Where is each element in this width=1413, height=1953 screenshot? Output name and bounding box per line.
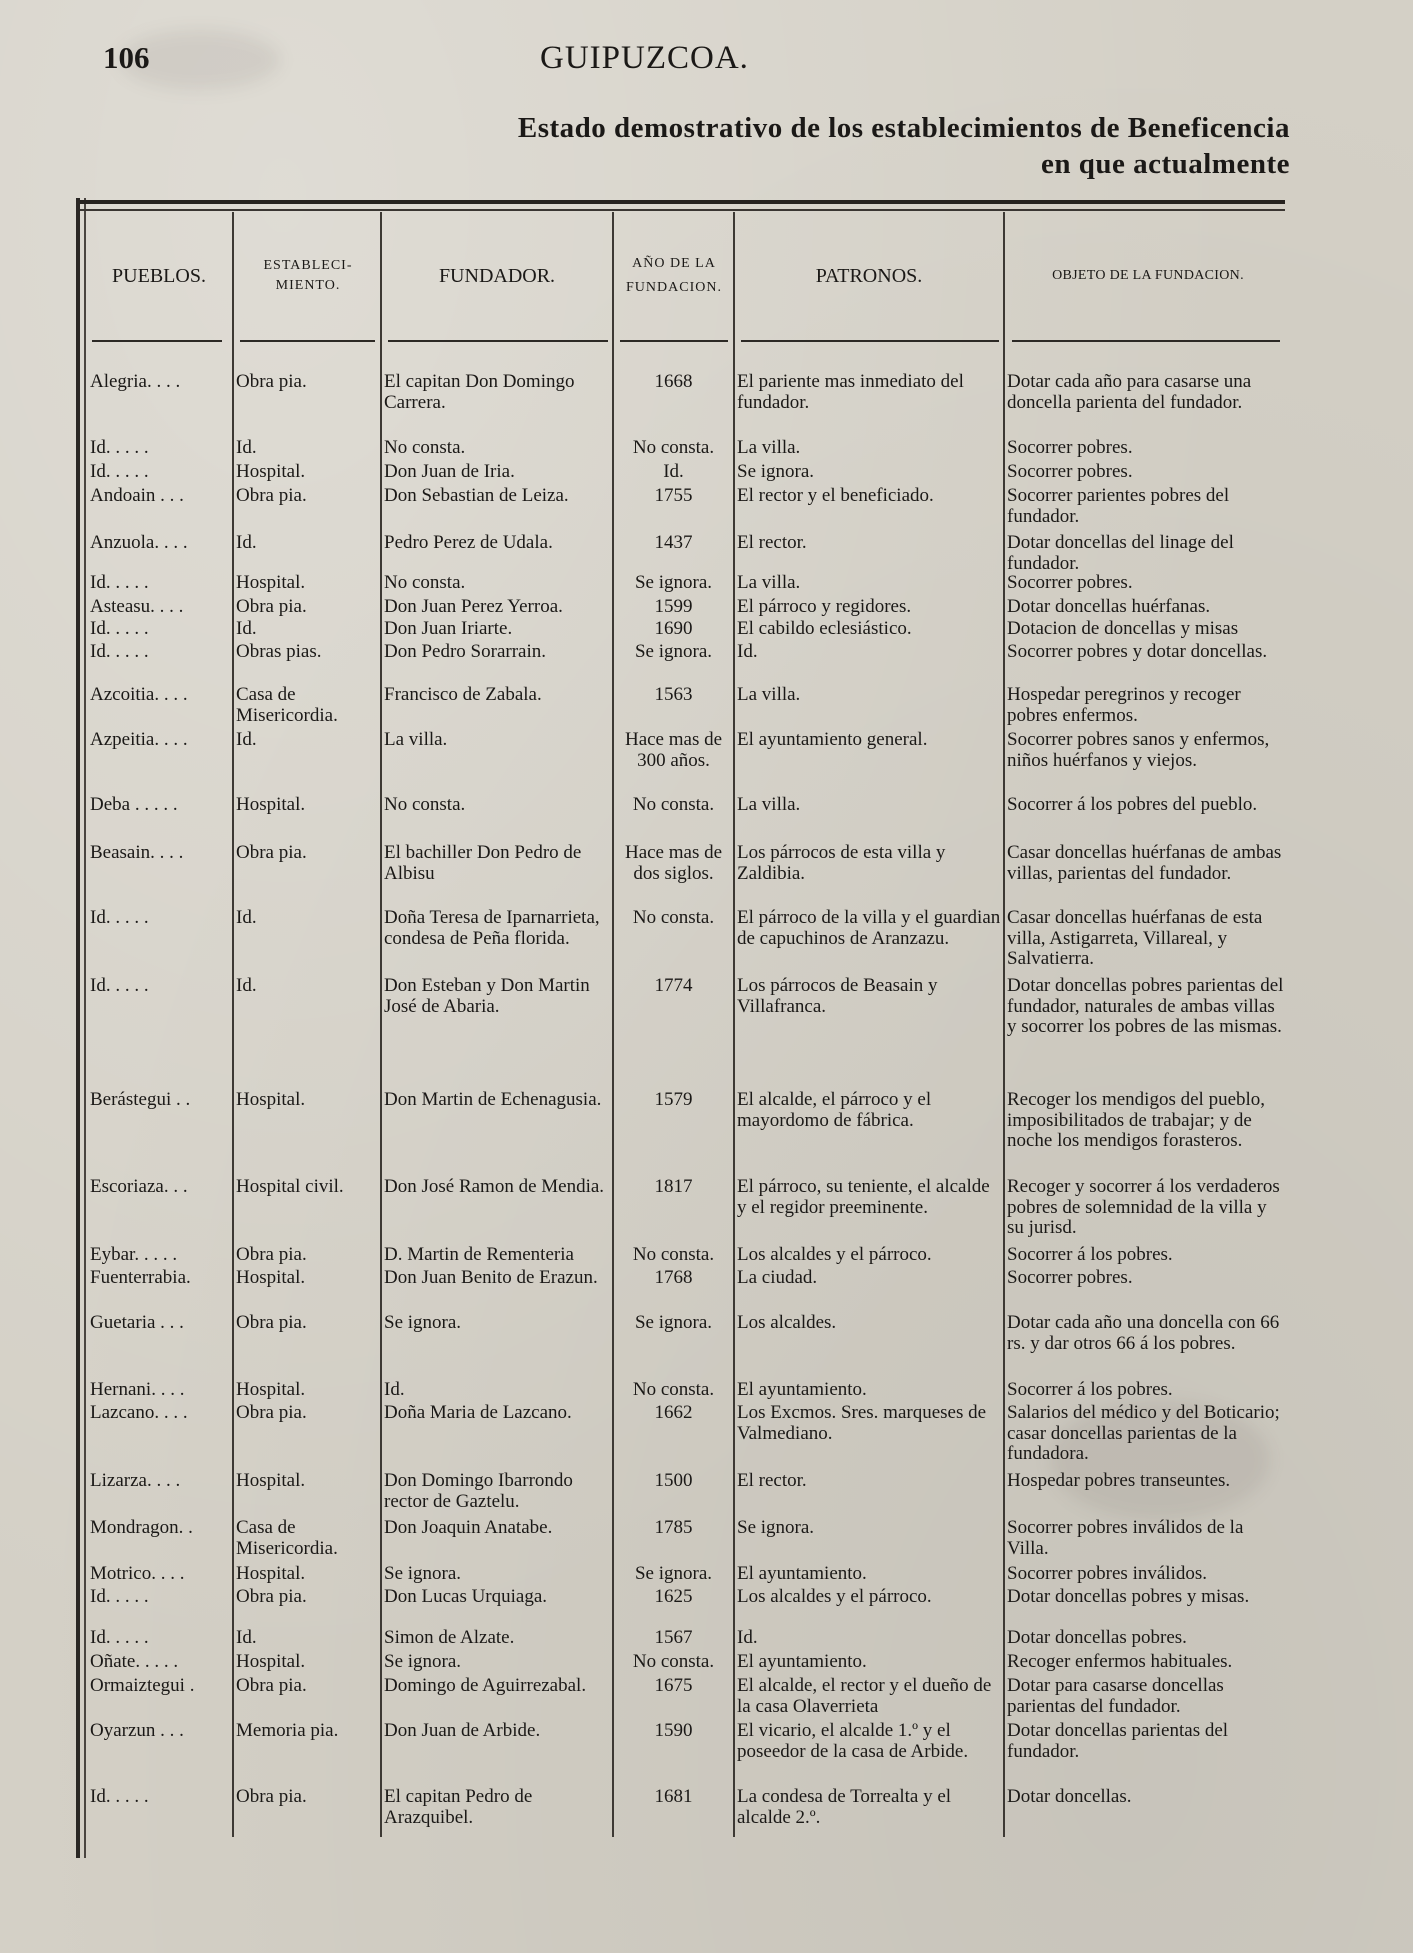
cell-anio: 1774 [654, 975, 693, 996]
cell-pueblo: Id. . . . . [90, 907, 149, 928]
cell-fundador: Simon de Alzate. [384, 1627, 515, 1648]
cell-fundador: Don Domingo Ibarrondo rector de Gaztelu. [384, 1470, 573, 1512]
cell-pueblo: Hernani. . . . [90, 1379, 185, 1400]
header-objeto: OBJETO DE LA FUNDACION. [1052, 268, 1244, 283]
cell-objeto: Socorrer pobres. [1007, 572, 1133, 593]
cell-fundador: Don Juan Benito de Erazun. [384, 1267, 598, 1288]
cell-pueblo: Deba . . . . . [90, 794, 178, 815]
cell-patronos: El rector y el beneficiado. [737, 485, 934, 506]
cell-anio: 1662 [654, 1402, 693, 1423]
cell-anio: 1817 [654, 1176, 693, 1197]
cell-estab: Id. [236, 975, 257, 996]
header-rule [388, 340, 608, 342]
cell-fundador: Don Esteban y Don Martin José de Abaria. [384, 975, 590, 1017]
cell-objeto: Hospedar peregrinos y recoger pobres enfermos. [1007, 684, 1241, 726]
cell-patronos: La condesa de Torrealta y el alcalde 2.º. [737, 1786, 952, 1828]
cell-patronos: El rector. [737, 1470, 807, 1491]
cell-patronos: El ayuntamiento general. [737, 729, 928, 750]
cell-objeto: Socorrer á los pobres del pueblo. [1007, 794, 1258, 815]
cell-anio: No consta. [632, 1244, 715, 1265]
cell-patronos: Se ignora. [737, 1517, 815, 1538]
cell-patronos: Los párrocos de Beasain y Villafranca. [737, 975, 938, 1017]
cell-patronos: Los alcaldes. [737, 1312, 837, 1333]
cell-anio: 1681 [654, 1786, 693, 1807]
cell-objeto: Socorrer pobres inválidos. [1007, 1563, 1207, 1584]
cell-objeto: Dotar doncellas huérfanas. [1007, 596, 1211, 617]
cell-objeto: Socorrer pobres. [1007, 437, 1133, 458]
cell-patronos: Se ignora. [737, 461, 815, 482]
cell-patronos: Los párrocos de esta villa y Zaldibia. [737, 842, 946, 884]
cell-objeto: Dotar doncellas. [1007, 1786, 1132, 1807]
cell-patronos: El alcalde, el rector y el dueño de la casa Olaverrieta [737, 1675, 992, 1717]
cell-fundador: Don Joaquin Anatabe. [384, 1517, 553, 1538]
column-divider [1003, 212, 1005, 1837]
cell-anio: 1668 [654, 371, 693, 392]
cell-pueblo: Escoriaza. . . [90, 1176, 188, 1197]
cell-patronos: La ciudad. [737, 1267, 818, 1288]
cell-objeto: Socorrer pobres y dotar doncellas. [1007, 641, 1268, 662]
cell-estab: Id. [236, 729, 257, 750]
cell-fundador: Don Sebastian de Leiza. [384, 485, 569, 506]
cell-patronos: El párroco de la villa y el guardian de capuchinos de Aranzazu. [737, 907, 1001, 949]
cell-fundador: Don Juan Perez Yerroa. [384, 596, 563, 617]
cell-patronos: La villa. [737, 437, 801, 458]
column-divider [380, 212, 382, 1837]
cell-fundador: Francisco de Zabala. [384, 684, 542, 705]
cell-fundador: La villa. [384, 729, 448, 750]
cell-estab: Obra pia. [236, 1786, 307, 1807]
header-rule [741, 340, 999, 342]
cell-fundador: Se ignora. [384, 1651, 462, 1672]
header-rule [92, 340, 222, 342]
cell-fundador: Pedro Perez de Udala. [384, 532, 553, 553]
cell-objeto: Socorrer pobres. [1007, 461, 1133, 482]
cell-patronos: La villa. [737, 572, 801, 593]
cell-anio: Se ignora. [634, 1563, 713, 1584]
cell-pueblo: Id. . . . . [90, 461, 149, 482]
cell-anio: 1690 [654, 618, 693, 639]
cell-pueblo: Id. . . . . [90, 975, 149, 996]
title-line-2: en que actualmente [1040, 148, 1290, 180]
cell-fundador: D. Martin de Rementeria [384, 1244, 574, 1265]
cell-objeto: Casar doncellas huérfanas de ambas villas, parientas del fundador. [1007, 842, 1282, 884]
cell-pueblo: Andoain . . . [90, 485, 184, 506]
cell-estab: Hospital. [236, 461, 306, 482]
cell-pueblo: Lizarza. . . . [90, 1470, 181, 1491]
cell-objeto: Dotar doncellas pobres y misas. [1007, 1586, 1250, 1607]
cell-anio: 1755 [654, 485, 693, 506]
cell-pueblo: Id. . . . . [90, 1586, 149, 1607]
cell-objeto: Socorrer parientes pobres del fundador. [1007, 485, 1230, 527]
cell-pueblo: Oñate. . . . . [90, 1651, 179, 1672]
cell-objeto: Socorrer pobres sanos y enfermos, niños huérfanos y viejos. [1007, 729, 1270, 771]
cell-objeto: Dotar cada año una doncella con 66 rs. y dar otros 66 á los pobres. [1007, 1312, 1280, 1354]
cell-objeto: Dotar doncellas pobres parientas del fundador, naturales de ambas villas y socorrer los pobres de las mismas. [1007, 975, 1284, 1037]
cell-anio: Hace mas de dos siglos. [624, 842, 723, 884]
cell-fundador: Don Juan Iriarte. [384, 618, 513, 639]
cell-estab: Obra pia. [236, 1312, 307, 1333]
cell-estab: Hospital. [236, 1089, 306, 1110]
cell-estab: Memoria pia. [236, 1720, 339, 1741]
cell-pueblo: Id. . . . . [90, 641, 149, 662]
cell-fundador: Doña Maria de Lazcano. [384, 1402, 572, 1423]
page-number: 106 [103, 40, 150, 75]
cell-anio: Se ignora. [634, 1312, 713, 1333]
cell-estab: Id. [236, 532, 257, 553]
cell-objeto: Hospedar pobres transeuntes. [1007, 1470, 1231, 1491]
cell-pueblo: Beasain. . . . [90, 842, 184, 863]
header-rule [240, 340, 375, 342]
cell-fundador: El capitan Pedro de Arazquibel. [384, 1786, 533, 1828]
cell-pueblo: Id. . . . . [90, 437, 149, 458]
cell-pueblo: Anzuola. . . . [90, 532, 188, 553]
cell-objeto: Socorrer á los pobres. [1007, 1379, 1173, 1400]
cell-pueblo: Azcoitia. . . . [90, 684, 188, 705]
cell-estab: Hospital. [236, 1563, 306, 1584]
cell-patronos: El ayuntamiento. [737, 1563, 867, 1584]
cell-objeto: Dotar doncellas del linage del fundador. [1007, 532, 1234, 574]
cell-anio: No consta. [632, 907, 715, 928]
cell-anio: 1785 [654, 1517, 693, 1538]
cell-anio: 1768 [654, 1267, 693, 1288]
header-fundador: FUNDADOR. [438, 265, 556, 287]
cell-patronos: El vicario, el alcalde 1.º y el poseedor de la casa de Arbide. [737, 1720, 969, 1762]
cell-estab: Hospital. [236, 1267, 306, 1288]
cell-patronos: El rector. [737, 532, 807, 553]
cell-estab: Id. [236, 907, 257, 928]
cell-estab: Hospital civil. [236, 1176, 344, 1197]
cell-fundador: Se ignora. [384, 1312, 462, 1333]
cell-fundador: Don Lucas Urquiaga. [384, 1586, 548, 1607]
cell-estab: Obra pia. [236, 371, 307, 392]
cell-fundador: No consta. [384, 794, 466, 815]
page-title [240, 110, 1290, 182]
cell-pueblo: Mondragon. . [90, 1517, 193, 1538]
cell-pueblo: Oyarzun . . . [90, 1720, 184, 1741]
cell-pueblo: Fuenterrabia. [90, 1267, 191, 1288]
cell-fundador: Don Juan de Arbide. [384, 1720, 541, 1741]
cell-pueblo: Asteasu. . . . [90, 596, 184, 617]
cell-anio: 1567 [654, 1627, 693, 1648]
cell-pueblo: Id. . . . . [90, 1627, 149, 1648]
cell-anio: Id. [663, 461, 684, 482]
cell-patronos: El párroco y regidores. [737, 596, 912, 617]
cell-estab: Id. [236, 437, 257, 458]
running-head: GUIPUZCOA. [540, 40, 749, 76]
cell-pueblo: Id. . . . . [90, 1786, 149, 1807]
header-rule [1012, 340, 1280, 342]
table-border-top [80, 200, 1285, 204]
header-patronos: PATRONOS. [815, 265, 923, 287]
cell-anio: Hace mas de 300 años. [624, 729, 723, 771]
cell-anio: 1675 [654, 1675, 693, 1696]
table-border-top-inner [80, 209, 1285, 211]
table-border-left [76, 198, 80, 1858]
cell-fundador: No consta. [384, 572, 466, 593]
cell-estab: Hospital. [236, 794, 306, 815]
cell-estab: Casa de Misericordia. [236, 684, 338, 726]
cell-objeto: Dotar doncellas pobres. [1007, 1627, 1187, 1648]
cell-anio: No consta. [632, 794, 715, 815]
cell-patronos: El ayuntamiento. [737, 1651, 867, 1672]
cell-objeto: Recoger y socorrer á los verdaderos pobres de solemnidad de la villa y su jurisd. [1007, 1176, 1280, 1238]
cell-fundador: Doña Teresa de Iparnarrieta, condesa de Peña florida. [384, 907, 600, 949]
cell-pueblo: Ormaiztegui . [90, 1675, 195, 1696]
header-anio: AÑO DE LA FUNDACION. [626, 256, 722, 295]
cell-patronos: Los alcaldes y el párroco. [737, 1244, 932, 1265]
cell-estab: Hospital. [236, 1470, 306, 1491]
cell-fundador: El capitan Don Domingo Carrera. [384, 371, 575, 413]
cell-pueblo: Motrico. . . . [90, 1563, 185, 1584]
cell-estab: Obra pia. [236, 1402, 307, 1423]
cell-patronos: La villa. [737, 794, 801, 815]
cell-fundador: Domingo de Aguirrezabal. [384, 1675, 587, 1696]
cell-objeto: Dotacion de doncellas y misas [1007, 618, 1239, 639]
header-establecimiento: ESTABLECI-MIENTO. [263, 258, 353, 293]
cell-pueblo: Lazcano. . . . [90, 1402, 188, 1423]
cell-anio: No consta. [632, 1379, 715, 1400]
cell-objeto: Casar doncellas huérfanas de esta villa, Astigarreta, Villareal, y Salvatierra. [1007, 907, 1263, 969]
cell-pueblo: Berástegui . . [90, 1089, 191, 1110]
cell-estab: Id. [236, 618, 257, 639]
cell-patronos: El alcalde, el párroco y el mayordomo de fábrica. [737, 1089, 932, 1131]
cell-fundador: Se ignora. [384, 1563, 462, 1584]
header-pueblos: PUEBLOS. [112, 265, 206, 287]
cell-estab: Casa de Misericordia. [236, 1517, 338, 1559]
cell-estab: Obra pia. [236, 1244, 307, 1265]
cell-patronos: El párroco, su teniente, el alcalde y el regidor preeminente. [737, 1176, 990, 1218]
cell-fundador: Id. [384, 1379, 405, 1400]
cell-fundador: El bachiller Don Pedro de Albisu [384, 842, 582, 884]
cell-fundador: No consta. [384, 437, 466, 458]
cell-estab: Hospital. [236, 572, 306, 593]
cell-patronos: Los alcaldes y el párroco. [737, 1586, 932, 1607]
cell-estab: Obra pia. [236, 485, 307, 506]
header-rule [620, 340, 728, 342]
cell-patronos: La villa. [737, 684, 801, 705]
column-divider [232, 212, 234, 1837]
cell-estab: Obra pia. [236, 1675, 307, 1696]
cell-pueblo: Azpeitia. . . . [90, 729, 188, 750]
cell-estab: Obra pia. [236, 842, 307, 863]
column-divider [612, 212, 614, 1837]
cell-estab: Hospital. [236, 1651, 306, 1672]
cell-patronos: El cabildo eclesiástico. [737, 618, 912, 639]
cell-objeto: Socorrer pobres inválidos de la Villa. [1007, 1517, 1244, 1559]
cell-pueblo: Guetaria . . . [90, 1312, 184, 1333]
cell-pueblo: Id. . . . . [90, 618, 149, 639]
cell-objeto: Dotar doncellas parientas del fundador. [1007, 1720, 1229, 1762]
cell-fundador: Don José Ramon de Mendia. [384, 1176, 605, 1197]
cell-estab: Hospital. [236, 1379, 306, 1400]
cell-anio: Se ignora. [634, 572, 713, 593]
table-border-left-inner [84, 198, 86, 1858]
cell-anio: 1625 [654, 1586, 693, 1607]
cell-anio: No consta. [632, 1651, 715, 1672]
cell-anio: 1500 [654, 1470, 693, 1491]
cell-estab: Obras pias. [236, 641, 322, 662]
cell-anio: 1579 [654, 1089, 693, 1110]
cell-pueblo: Eybar. . . . . [90, 1244, 178, 1265]
cell-anio: 1599 [654, 596, 693, 617]
cell-fundador: Don Juan de Iria. [384, 461, 515, 482]
column-divider [733, 212, 735, 1837]
title-line-1: Estado demostrativo de los establecimientos de Beneficencia [517, 112, 1290, 144]
cell-objeto: Salarios del médico y del Boticario; casar doncellas parientas de la fundadora. [1007, 1402, 1280, 1464]
cell-estab: Obra pia. [236, 1586, 307, 1607]
cell-patronos: Id. [737, 1627, 758, 1648]
cell-objeto: Dotar cada año para casarse una doncella parienta del fundador. [1007, 371, 1252, 413]
cell-objeto: Recoger los mendigos del pueblo, imposibilitados de trabajar; y de noche los mendigos forasteros. [1007, 1089, 1266, 1151]
cell-patronos: El ayuntamiento. [737, 1379, 867, 1400]
cell-patronos: El pariente mas inmediato del fundador. [737, 371, 964, 413]
cell-objeto: Recoger enfermos habituales. [1007, 1651, 1233, 1672]
cell-objeto: Socorrer á los pobres. [1007, 1244, 1173, 1265]
cell-anio: 1590 [654, 1720, 693, 1741]
cell-anio: No consta. [632, 437, 715, 458]
cell-fundador: Don Pedro Sorarrain. [384, 641, 546, 662]
cell-pueblo: Alegria. . . . [90, 371, 181, 392]
cell-anio: 1437 [654, 532, 693, 553]
cell-anio: Se ignora. [634, 641, 713, 662]
cell-anio: 1563 [654, 684, 693, 705]
cell-patronos: Los Excmos. Sres. marqueses de Valmediano. [737, 1402, 987, 1444]
cell-patronos: Id. [737, 641, 758, 662]
cell-estab: Obra pia. [236, 596, 307, 617]
cell-estab: Id. [236, 1627, 257, 1648]
cell-objeto: Socorrer pobres. [1007, 1267, 1133, 1288]
cell-objeto: Dotar para casarse doncellas parientas del fundador. [1007, 1675, 1224, 1717]
cell-pueblo: Id. . . . . [90, 572, 149, 593]
cell-fundador: Don Martin de Echenagusia. [384, 1089, 602, 1110]
